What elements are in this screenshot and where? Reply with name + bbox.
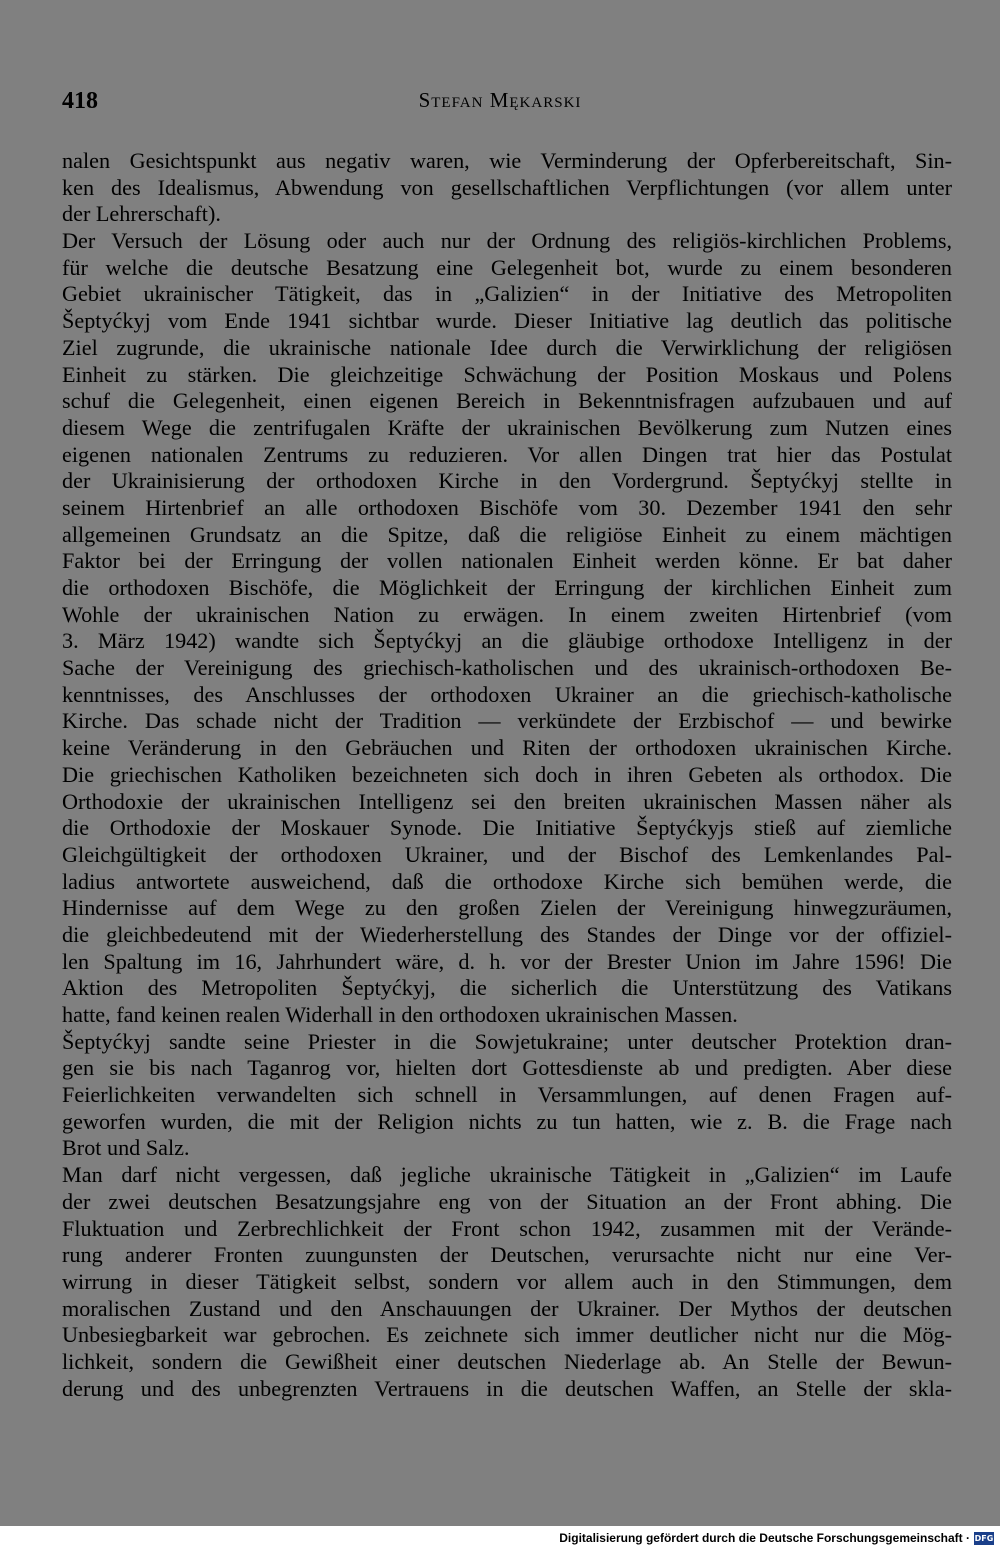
text-line: lichkeit, sondern die Gewißheit einer deutschen Niederlage ab. An Stelle der Bewun- bbox=[62, 1348, 952, 1374]
text-line: Brot und Salz. bbox=[62, 1135, 190, 1161]
text-line: Šeptyćkyj vom Ende 1941 sichtbar wurde. Dieser Initiative lag deutlich das politische bbox=[62, 308, 952, 334]
text-line: Gebiet ukrainischer Tätigkeit, das in „Galizien“ in der Initiative des Metropoliten bbox=[62, 281, 952, 307]
footer-credit: Digitalisierung gefördert durch die Deutsche Forschungsgemeinschaft · bbox=[559, 1531, 970, 1545]
text-line: Orthodoxie der ukrainischen Intelligenz sei den breiten ukrainischen Massen näher als bbox=[62, 788, 952, 814]
text-line: rung anderer Fronten zuungunsten der Deutschen, verursachte nicht nur eine Ver- bbox=[62, 1242, 952, 1268]
running-head: Stefan Mękarski bbox=[418, 88, 582, 112]
text-line: Feierlichkeiten verwandelten sich schnell in Versammlungen, auf denen Fragen auf- bbox=[62, 1082, 952, 1108]
text-line: Šeptyćkyj sandte seine Priester in die Sowjetukraine; unter deutscher Protektion dran- bbox=[62, 1028, 952, 1054]
page-number: 418 bbox=[62, 88, 98, 114]
dfg-logo: DFG bbox=[974, 1534, 994, 1543]
text-line: Hindernisse auf dem Wege zu den großen Zielen der Vereinigung hinwegzuräumen, bbox=[62, 895, 952, 921]
text-line: Einheit zu stärken. Die gleichzeitige Schwächung der Position Moskaus und Polens bbox=[62, 361, 952, 387]
body-text bbox=[62, 148, 952, 1402]
text-line: Unbesiegbarkeit war gebrochen. Es zeichnete sich immer deutlicher nicht nur die Mög- bbox=[62, 1322, 952, 1348]
text-line: wirrung in dieser Tätigkeit selbst, sondern vor allem auch in den Stimmungen, dem bbox=[62, 1268, 952, 1294]
text-line: geworfen wurden, die mit der Religion nichts zu tun hatten, wie z. B. die Frage nach bbox=[62, 1108, 952, 1134]
text-line: ken des Idealismus, Abwendung von gesellschaftlichen Verpflichtungen (vor allem unter bbox=[62, 174, 952, 200]
text-line: allgemeinen Grundsatz an die Spitze, daß die religiöse Einheit zu einem mächtigen bbox=[62, 521, 952, 547]
text-line: der Lehrerschaft). bbox=[62, 201, 221, 227]
text-line: kenntnisses, des Anschlusses der orthodoxen Ukrainer an die griechisch-katholische bbox=[62, 681, 952, 707]
text-line: die Orthodoxie der Moskauer Synode. Die Initiative Šeptyćkyjs stieß auf ziemliche bbox=[62, 815, 952, 841]
text-line: keine Veränderung in den Gebräuchen und Riten der orthodoxen ukrainischen Kirche. bbox=[62, 735, 952, 761]
text-line: die gleichbedeutend mit der Wiederherstellung des Standes der Dinge vor der offiziel- bbox=[62, 921, 952, 947]
text-line: Ziel zugrunde, die ukrainische nationale Idee durch die Verwirklichung der religiösen bbox=[62, 334, 952, 360]
text-line: der Ukrainisierung der orthodoxen Kirche in den Vordergrund. Šeptyćkyj stellte in bbox=[62, 468, 952, 494]
text-line: moralischen Zustand und den Anschauungen der Ukrainer. Der Mythos der deutschen bbox=[62, 1295, 952, 1321]
text-line: Die griechischen Katholiken bezeichneten sich doch in ihren Gebeten als orthodox. Die bbox=[62, 761, 952, 787]
text-line: seinem Hirtenbrief an alle orthodoxen Bischöfe vom 30. Dezember 1941 den sehr bbox=[62, 494, 952, 520]
text-line: Faktor bei der Erringung der vollen nationalen Einheit werden könne. Er bat daher bbox=[62, 548, 952, 574]
text-line: Der Versuch der Lösung oder auch nur der Ordnung des religiös-kirchlichen Problems, bbox=[62, 228, 952, 254]
text-line: schuf die Gelegenheit, einen eigenen Bereich in Bekenntnisfragen aufzubauen und auf bbox=[62, 388, 952, 414]
text-line: ladius antwortete ausweichend, daß die orthodoxe Kirche sich bemühen werde, die bbox=[62, 868, 952, 894]
text-line: die orthodoxen Bischöfe, die Möglichkeit der Erringung der kirchlichen Einheit zum bbox=[62, 575, 952, 600]
text-line: der zwei deutschen Besatzungsjahre eng von der Situation an der Front abhing. Die bbox=[62, 1188, 952, 1214]
text-line: Man darf nicht vergessen, daß jegliche ukrainische Tätigkeit in „Galizien“ im Laufe bbox=[62, 1162, 952, 1188]
text-line: Aktion des Metropoliten Šeptyćkyj, die sicherlich die Unterstützung des Vatikans bbox=[62, 975, 952, 1001]
text-line: Kirche. Das schade nicht der Tradition — verkündete der Erzbischof — und bewirke bbox=[62, 708, 952, 734]
text-line: Wohle der ukrainischen Nation zu erwägen. In einem zweiten Hirtenbrief (vom bbox=[62, 601, 952, 627]
footer-bar bbox=[0, 1526, 1000, 1554]
text-line: gen sie bis nach Taganrog vor, hielten dort Gottesdienste ab und predigten. Aber diese bbox=[62, 1055, 952, 1081]
text-line: diesem Wege die zentrifugalen Kräfte der ukrainischen Bevölkerung zum Nutzen eines bbox=[62, 414, 952, 440]
text-line: Fluktuation und Zerbrechlichkeit der Front schon 1942, zusammen mit der Verände- bbox=[62, 1215, 952, 1241]
text-line: eigenen nationalen Zentrums zu reduzieren. Vor allen Dingen trat hier das Postulat bbox=[62, 441, 952, 467]
text-line: 3. März 1942) wandte sich Šeptyćkyj an die gläubige orthodoxe Intelligenz in der bbox=[62, 628, 952, 654]
text-line: len Spaltung im 16, Jahrhundert wäre, d. h. vor der Brester Union im Jahre 1596! Die bbox=[62, 948, 952, 974]
text-line: nalen Gesichtspunkt aus negativ waren, wie Verminderung der Opferbereitschaft, Sin- bbox=[62, 148, 952, 173]
text-line: hatte, fand keinen realen Widerhall in den orthodoxen ukrainischen Massen. bbox=[62, 1002, 738, 1027]
text-line: für welche die deutsche Besatzung eine Gelegenheit bot, wurde zu einem besonderen bbox=[62, 254, 952, 280]
text-line: derung und des unbegrenzten Vertrauens in die deutschen Waffen, an Stelle der skla- bbox=[62, 1375, 952, 1401]
text-line: Sache der Vereinigung des griechisch-katholischen und des ukrainisch-orthodoxen Be- bbox=[62, 655, 952, 681]
text-line: Gleichgültigkeit der orthodoxen Ukrainer, und der Bischof des Lemkenlandes Pal- bbox=[62, 841, 952, 867]
